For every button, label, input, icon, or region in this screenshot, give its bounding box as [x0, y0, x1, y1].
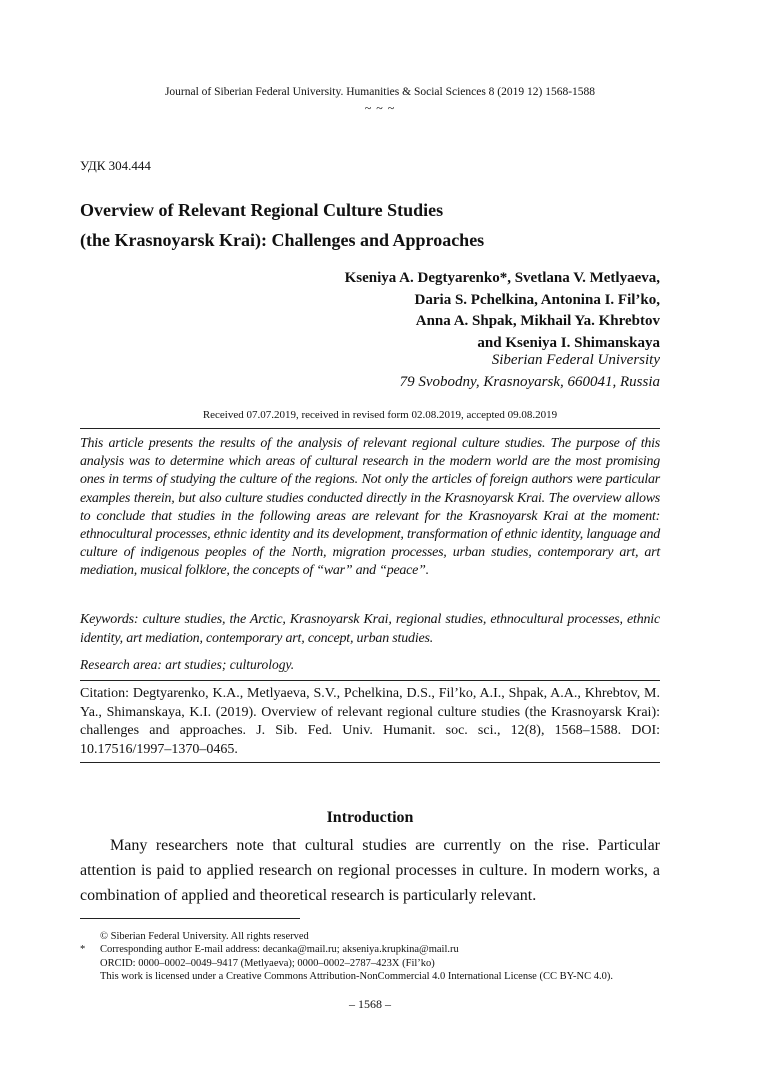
- title-line-2: (the Krasnoyarsk Krai): Challenges and Approaches: [80, 230, 485, 250]
- affiliation-institution: Siberian Federal University: [491, 352, 660, 368]
- divider: [80, 428, 660, 429]
- footnote-copyright-text: © Siberian Federal University. All rights reserved: [100, 931, 309, 942]
- section-heading: Introduction: [326, 809, 414, 826]
- footnote-corresponding-text: Corresponding author E-mail address: decanka@mail.ru; akseniya.krupkina@mail.ru: [100, 944, 459, 956]
- footnote-orcid-text: ORCID: 0000–0002–0049–9417 (Metlyaeva); 0000–0002–2787–423X (Fil’ko): [100, 957, 435, 969]
- abstract: This article presents the results of the analysis of relevant regional culture studies. The purpose of this analysis was to determine which areas of cultural research in the modern world are the most promising ones in terms of studying the culture of the regions. Not only the articles of foreign authors were particular examples therein, but also culture studies conducted directly in the Krasnoyarsk Krai. The overview allows to conclude that studies in the following areas are relevant for the Krasnoyarsk Krai at the moment: ethnocultural processes, ethnic identity and its development, transformation of ethnic identity, language and culture of indigenous peoples of the North, migration processes, urban studies, contemporary art, art mediation, musical folklore, the concepts of “war” and “peace”.: [80, 436, 660, 579]
- affiliation: [400, 350, 660, 393]
- footnote-copyright: [80, 930, 680, 943]
- page-number: – 1568 –: [349, 997, 391, 1011]
- footnote-license-text: This work is licensed under a Creative Commons Attribution-NonCommercial 4.0 International License (CC BY-NC 4.0).: [100, 971, 613, 983]
- footnotes: [80, 930, 680, 984]
- research-area: Research area: art studies; culturology.: [80, 657, 295, 672]
- footnote-corresponding: [80, 943, 680, 956]
- footnote-orcid: [80, 957, 680, 970]
- article-title: [80, 195, 484, 255]
- keywords: Keywords: culture studies, the Arctic, Krasnoyarsk Krai, regional studies, ethnocultural processes, ethnic identity, art mediation, contemporary art, concept, urban studies.: [80, 612, 660, 646]
- header-ornament: ~ ~ ~: [364, 101, 396, 115]
- author-line: and Kseniya I. Shimanskaya: [477, 334, 660, 351]
- author-line: Anna A. Shpak, Mikhail Ya. Khrebtov: [415, 313, 660, 329]
- divider: [80, 762, 660, 763]
- introduction-paragraph: Many researchers note that cultural studies are currently on the rise. Particular attention is paid to applied research on regional processes in culture. In modern works, a combination of applied and theoretical research is particularly relevant.: [80, 837, 660, 904]
- footnote-star: *: [80, 944, 86, 956]
- received-dates: Received 07.07.2019, received in revised form 02.08.2019, accepted 09.08.2019: [202, 409, 558, 421]
- author-line: Daria S. Pchelkina, Antonina I. Fil’ko,: [414, 291, 660, 308]
- title-line-1: Overview of Relevant Regional Culture Studies: [80, 200, 444, 220]
- divider: [80, 680, 660, 681]
- author-list: [345, 268, 660, 354]
- citation: Citation: Degtyarenko, K.A., Metlyaeva, S.V., Pchelkina, D.S., Fil’ko, A.I., Shpak, A.A., Khrebtov, M. Ya., Shimanskaya, K.I. (2019). Overview of relevant regional culture studies (the Krasnoyarsk Krai): challenges and approaches. J. Sib. Fed. Univ. Humanit. soc. sci., 12(8), 1568–1588. DOI: 10.17516/1997–1370–0465.: [80, 686, 660, 757]
- affiliation-address: 79 Svobodny, Krasnoyarsk, 660041, Russia: [399, 373, 660, 390]
- author-line: Kseniya A. Degtyarenko*, Svetlana V. Metlyaeva,: [344, 270, 660, 286]
- udk-code: УДК 304.444: [80, 158, 151, 173]
- footnote-divider: [80, 918, 300, 919]
- journal-header: Journal of Siberian Federal University. Humanities & Social Sciences 8 (2019 12) 1568-1588: [164, 86, 596, 98]
- footnote-license: [80, 970, 680, 983]
